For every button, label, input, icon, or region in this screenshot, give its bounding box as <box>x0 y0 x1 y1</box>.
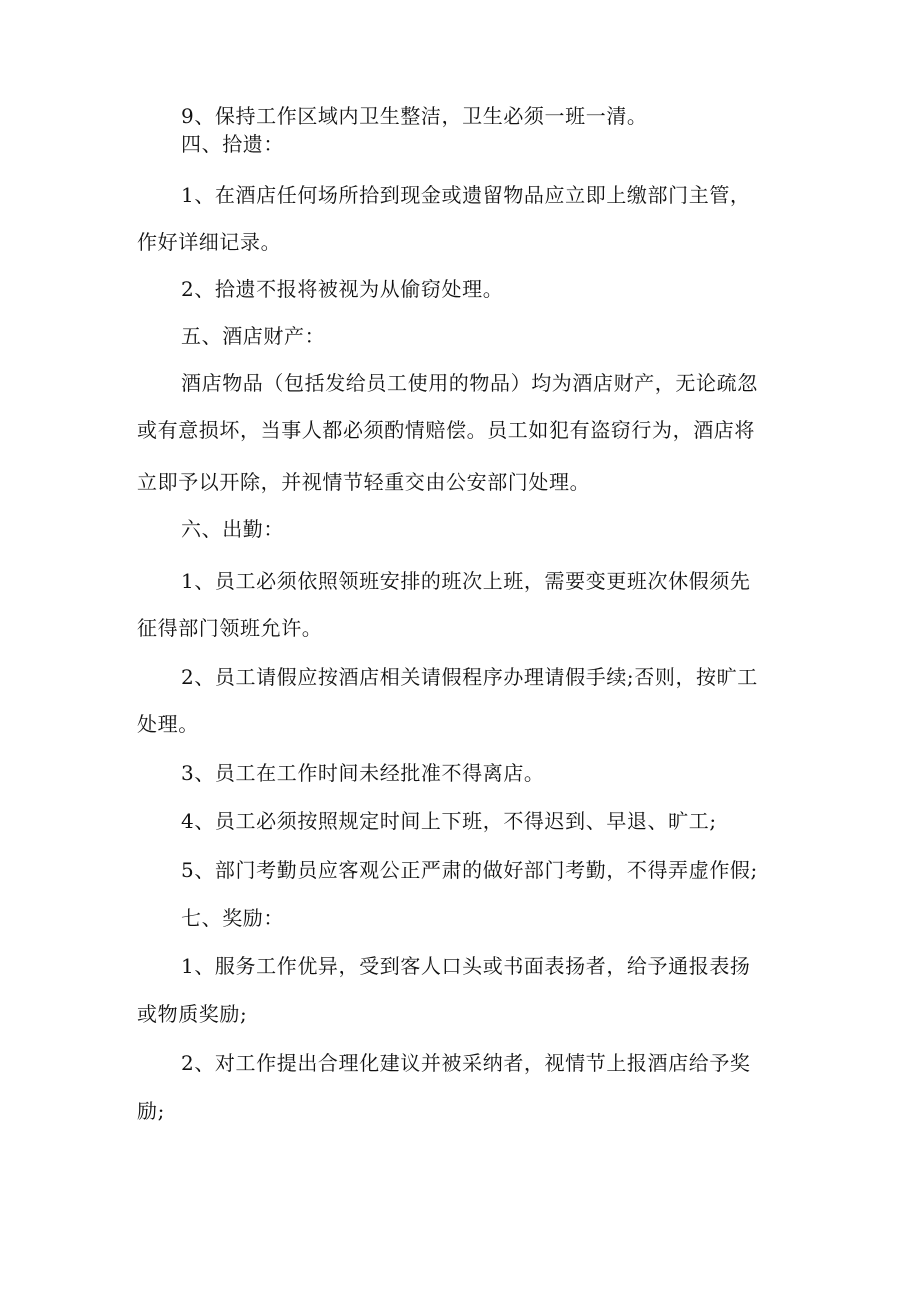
paragraph-line: 1、服务工作优异，受到客人口头或书面表扬者，给予通报表扬 <box>181 954 751 978</box>
paragraph-line: 1、在酒店任何场所拾到现金或遗留物品应立即上缴部门主管， <box>181 183 751 207</box>
paragraph-line: 或有意损坏，当事人都必须酌情赔偿。员工如犯有盗窃行为，酒店将 <box>137 418 755 442</box>
paragraph-line: 1、员工必须依照领班安排的班次上班，需要变更班次休假须先 <box>181 569 751 593</box>
paragraph-line: 9、保持工作区域内卫生整洁，卫生必须一班一清。 <box>181 104 648 128</box>
paragraph-line: 4、员工必须按照规定时间上下班，不得迟到、早退、旷工; <box>181 809 717 833</box>
paragraph-line: 励; <box>137 1099 165 1123</box>
paragraph-line: 处理。 <box>137 712 199 736</box>
paragraph-line: 2、对工作提出合理化建议并被采纳者，视情节上报酒店给予奖 <box>181 1051 751 1075</box>
paragraph-line: 征得部门领班允许。 <box>137 616 323 640</box>
paragraph-line: 5、部门考勤员应客观公正严肃的做好部门考勤，不得弄虚作假; <box>181 858 758 882</box>
section-heading: 五、酒店财产： <box>181 324 326 348</box>
paragraph-line: 立即予以开除，并视情节轻重交由公安部门处理。 <box>137 470 591 494</box>
paragraph-line: 作好详细记录。 <box>137 230 282 254</box>
section-heading: 六、出勤： <box>181 517 284 541</box>
paragraph-line: 2、员工请假应按酒店相关请假程序办理请假手续;否则，按旷工 <box>181 665 758 689</box>
paragraph-line: 或物质奖励; <box>137 1002 248 1026</box>
paragraph-line: 2、拾遗不报将被视为从偷窃处理。 <box>181 277 504 301</box>
paragraph-line: 3、员工在工作时间未经批准不得离店。 <box>181 761 545 785</box>
paragraph-line: 酒店物品（包括发给员工使用的物品）均为酒店财产，无论疏忽 <box>181 371 758 395</box>
section-heading: 四、拾遗： <box>181 132 284 156</box>
section-heading: 七、奖励： <box>181 906 284 930</box>
